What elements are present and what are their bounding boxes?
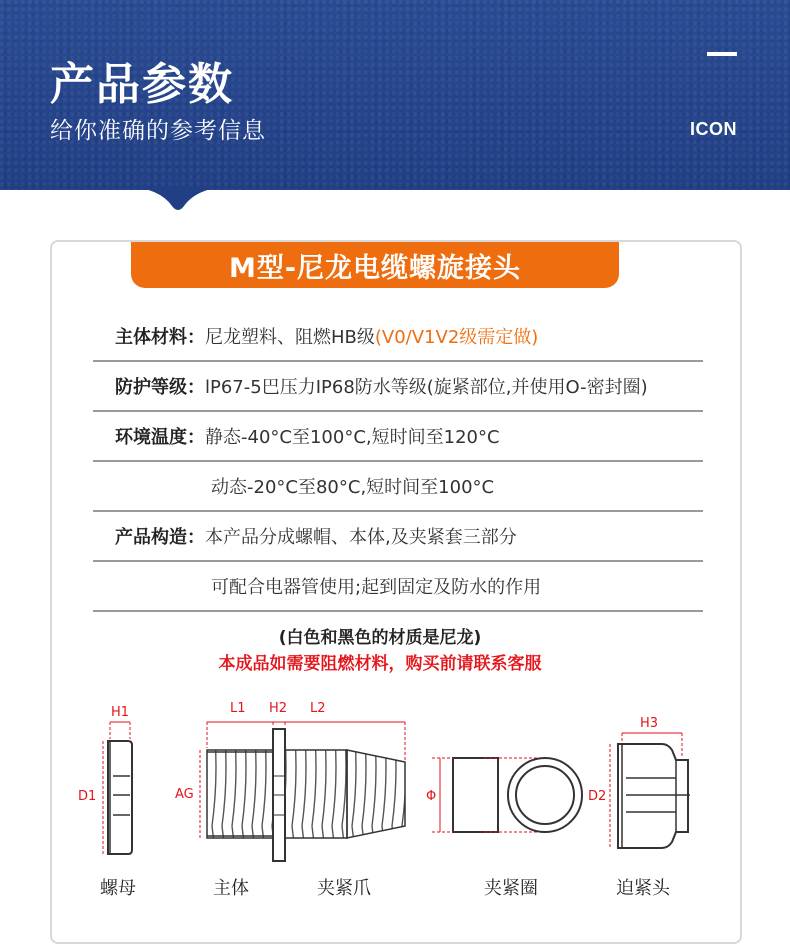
spec-value: 可配合电器管使用;起到固定及防水的作用 [211, 576, 542, 598]
cap-drawing [588, 716, 690, 848]
part-label-body: 主体 [213, 878, 249, 899]
dim-l2: L2 [310, 701, 326, 716]
spec-label: 环境温度： [115, 426, 205, 448]
dim-d1: D1 [78, 789, 97, 804]
body-drawing [175, 701, 405, 861]
spec-value: 本产品分成螺帽、本体,及夹紧套三部分 [205, 526, 517, 548]
parts-diagram [0, 690, 790, 912]
product-title [131, 242, 619, 288]
spec-row-construction [93, 511, 703, 562]
flame-retardant-note: 本成品如需要阻燃材料，购买前请联系客服 [218, 654, 542, 674]
spec-row-material [93, 311, 703, 362]
dim-l1: L1 [230, 701, 246, 716]
part-label-cap: 迫紧头 [616, 878, 670, 899]
page-title: 产品参数 [50, 59, 234, 110]
banner-notch [118, 186, 238, 216]
dim-d2: D2 [588, 789, 607, 804]
dim-h2: H2 [269, 701, 288, 716]
nut-drawing [78, 705, 132, 854]
dash-icon [707, 52, 737, 56]
dim-ag: AG [175, 787, 194, 802]
spec-row-protection [93, 361, 703, 412]
dim-phi: Φ [426, 789, 437, 804]
spec-value: 尼龙塑料、阻燃HB级 [205, 326, 375, 348]
spec-value: 动态-20°C至80°C,短时间至100°C [211, 476, 495, 498]
material-note: (白色和黑色的材质是尼龙) [278, 628, 482, 648]
spec-label: 防护等级： [115, 376, 205, 398]
spec-value: lP67-5巴压力IP68防水等级(旋紧部位,并使用O-密封圈) [205, 376, 648, 398]
spec-label: 主体材料： [115, 326, 205, 348]
spec-row-construction-usage [93, 561, 703, 612]
spec-value: 静态-40°C至100°C,短时间至120°C [205, 426, 500, 448]
page-subtitle: 给你准确的参考信息 [50, 118, 266, 144]
dim-h1: H1 [111, 705, 130, 720]
ring-drawing [426, 758, 582, 832]
spec-row-temperature [93, 411, 703, 462]
icon-label: ICON [690, 119, 737, 139]
spec-row-temperature-dynamic [93, 461, 703, 512]
part-label-nut: 螺母 [100, 878, 136, 899]
spec-label: 产品构造： [115, 526, 205, 548]
part-label-ring: 夹紧圈 [484, 878, 538, 899]
dim-h3: H3 [640, 716, 659, 731]
spec-highlight: (V0/V1V2级需定做) [374, 326, 539, 348]
part-label-claw: 夹紧爪 [317, 878, 371, 899]
product-title-text: M型-尼龙电缆螺旋接头 [228, 252, 522, 284]
